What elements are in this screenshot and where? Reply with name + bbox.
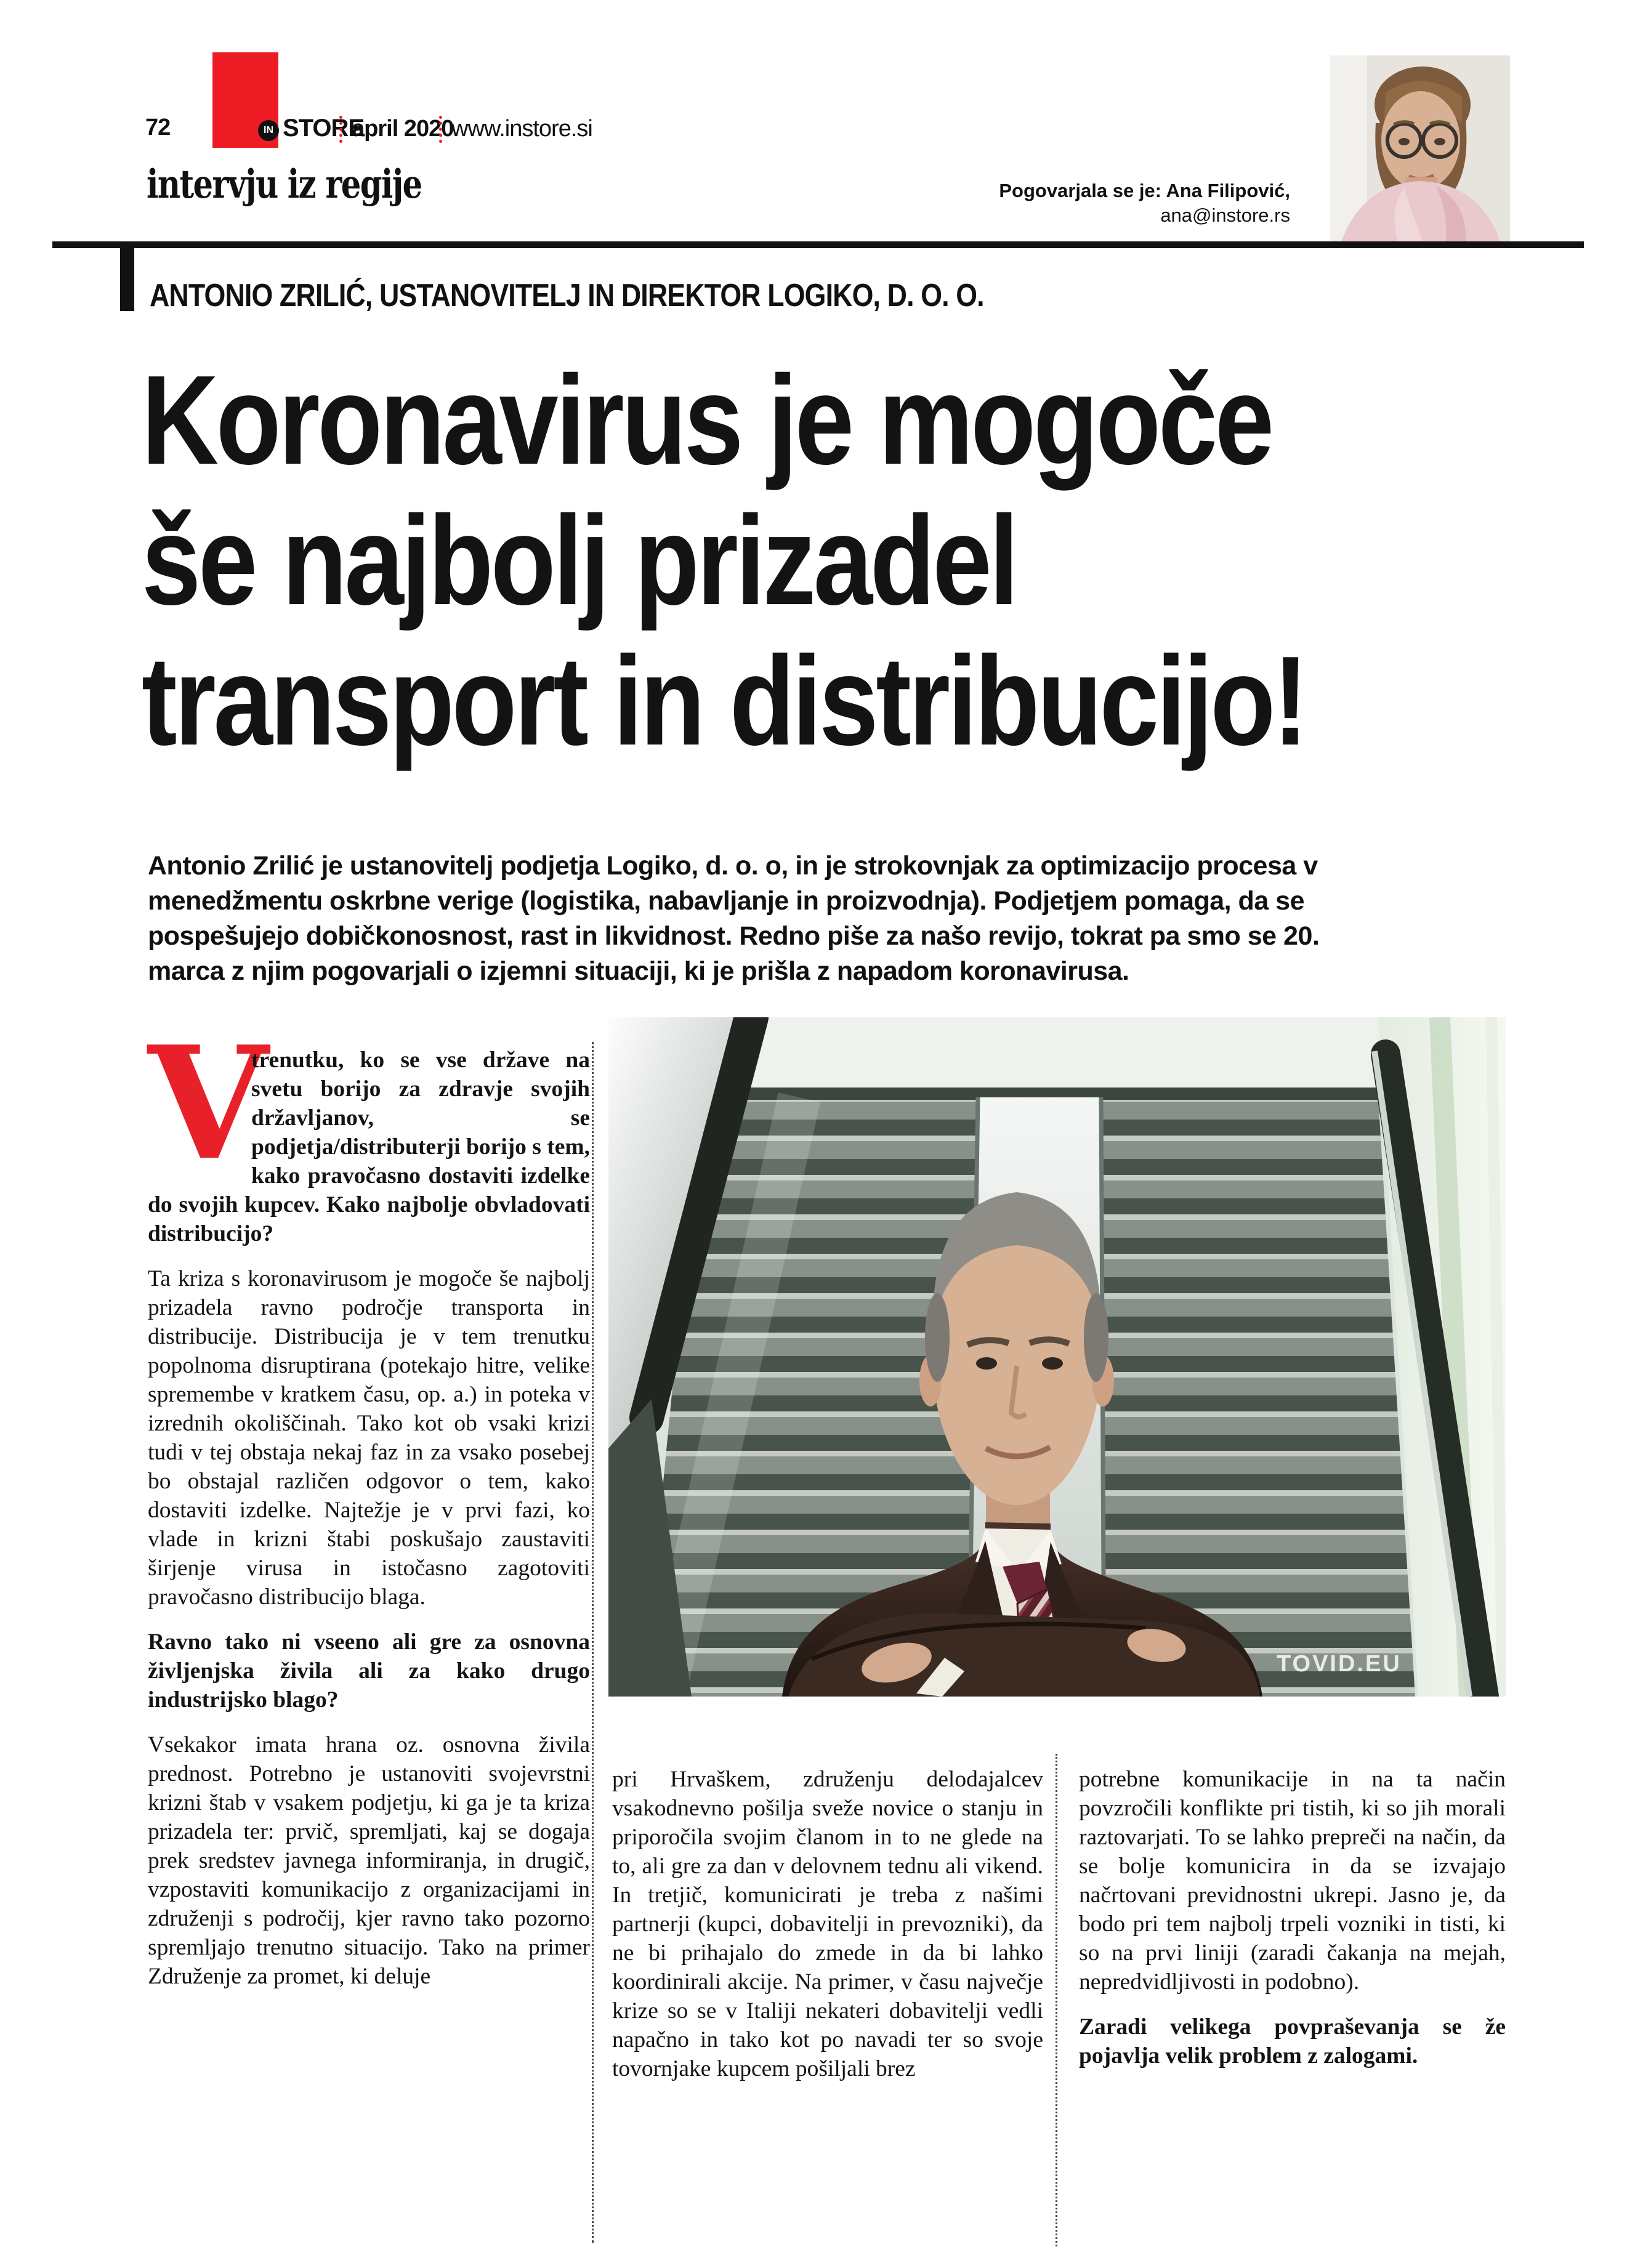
author-portrait-illustration — [1330, 55, 1510, 242]
escalator-portrait-illustration — [608, 1017, 1506, 1697]
column-divider — [1056, 1754, 1057, 2246]
interviewee-photo — [608, 1017, 1506, 1697]
intro-line: marca z njim pogovarjali o izjemni situaciji, ki je prišla z napadom koronavirusa. — [148, 956, 1129, 986]
body-column-middle — [612, 1765, 1043, 2099]
kicker-accent-bar — [120, 241, 134, 311]
masthead-divider-icon — [439, 116, 442, 143]
page-number: 72 — [145, 115, 171, 140]
headline-line: še najbolj prizadel — [142, 490, 1017, 631]
issue-date: april 2020 — [352, 116, 454, 142]
column-divider — [592, 1042, 594, 2243]
intro-line: menedžmentu oskrbne verige (logistika, nabavljanje in proizvodnja). Podjetjem pomaga, da se — [148, 886, 1305, 916]
instore-logo-store: STORE — [283, 115, 365, 142]
bold-note-paragraph: Zaradi velikega povpraševanja se že pojavlja velik problem z zalogami. — [1079, 2014, 1506, 2068]
question-paragraph: Ravno tako ni vseeno ali gre za osnovna življenjska živila ali za kako drugo industrijsko blago? — [148, 1629, 590, 1713]
intro-line: pospešujejo dobičkonosnost, rast in likvidnost. Redno piše za našo revijo, tokrat pa smo se 20. — [148, 921, 1320, 951]
article-kicker: ANTONIO ZRILIĆ, USTANOVITELJ IN DIREKTOR LOGIKO, D. O. O. — [150, 278, 984, 313]
article-headline — [142, 350, 1527, 771]
lead-paragraph: V trenutku, ko se vse države na svetu borijo za zdravje svojih državljanov, se podjetja/distributerji borijo s tem, kako pravočasno dostaviti izdelke do svojih kupcev. Kako najbolje obvladovati distribucijo? — [148, 1012, 590, 1246]
body-column-left — [148, 1012, 590, 2007]
body-paragraph: Ta kriza s koronavirusom je mogoče še najbolj prizadela ravno področje transporta in distribucije. Distribucija je v tem trenutku popolnoma disruptirana (potekajo hitre, velike spremembe v kratkem času, op. a.) in poteka v izrednih okoliščinah. Tako kot ob vsaki krizi tudi v tej obstaja nekaj faz in za vsako posebej bo obstajal različen odgovor o tem, kako dostaviti izdelke. Najtežje je v prvi fazi, ko vlade in krizni štabi poskušajo zaustaviti širjenje virusa in istočasno zagotoviti pravočasno distribucijo blaga. — [148, 1266, 590, 1610]
headline-line: transport in distribucijo! — [142, 630, 1306, 772]
photo-watermark: TOVID.EU — [1277, 1651, 1402, 1677]
intro-line: Antonio Zrilić je ustanovitelj podjetja Logiko, d. o. o, in je strokovnjak za optimizacijo procesa v — [148, 851, 1318, 881]
website-url: www.instore.si — [451, 116, 592, 142]
author-portrait — [1330, 55, 1510, 242]
masthead-divider-icon — [339, 116, 342, 143]
article-intro — [148, 849, 1319, 989]
body-paragraph: potrebne komunikacije in na ta način povzročili konflikte pri tistih, ki so jih morali raztovarjati. To se lahko prepreči na način, da se bolje komunicira in da se izvajajo načrtovani previdnostni ukrepi. Jasno je, da bodo pri tem najbolj trpeli vozniki in tisti, ki so na prvi liniji (zaradi čakanja na mejah, nepredvidljivosti in podobno). — [1079, 1767, 1506, 1995]
body-column-right — [1079, 1765, 1506, 2086]
headline-line: Koronavirus je mogoče — [142, 349, 1272, 491]
drop-cap: V — [148, 1012, 268, 1195]
byline-email: ana@instore.rs — [1160, 204, 1290, 226]
body-paragraph: pri Hrvaškem, združenju delodajalcev vsakodnevno pošilja sveže novice o stanju in priporočila svojim članom in to ne glede na to, ali gre za dan v delovnem tednu ali vikend. In tretjič, komunicirati je treba z našimi partnerji (kupci, dobavitelji in prevozniki), da ne bi prihajalo do zmede in da bi lahko koordinirali akcije. Na primer, v času največje krize so se v Italiji nekateri dobavitelji vedli napačno in tako kot po navadi ter so svoje tovornjake kupcem pošiljali brez — [612, 1767, 1043, 2081]
body-paragraph: Vsekakor imata hrana oz. osnovna živila prednost. Potrebno je ustanoviti svojevrstni krizni štab v vsakem podjetju, ki ga je ta kriza prizadela ter: prvič, spremljati, kaj se dogaja prek sredstev javnega informiranja, in drugič, vzpostaviti komunikacijo z organizacijami in združenji s področij, kjer ravno tako pozorno spremljajo trenutno situacijo. Tako na primer Združenje za promet, ki deluje — [148, 1732, 590, 1989]
header-rule — [52, 241, 1584, 248]
instore-logo-in-icon: IN — [258, 120, 279, 141]
byline — [801, 179, 1290, 228]
section-title: intervju iz regije — [147, 161, 422, 208]
byline-author: Pogovarjala se je: Ana Filipović, — [999, 180, 1290, 201]
